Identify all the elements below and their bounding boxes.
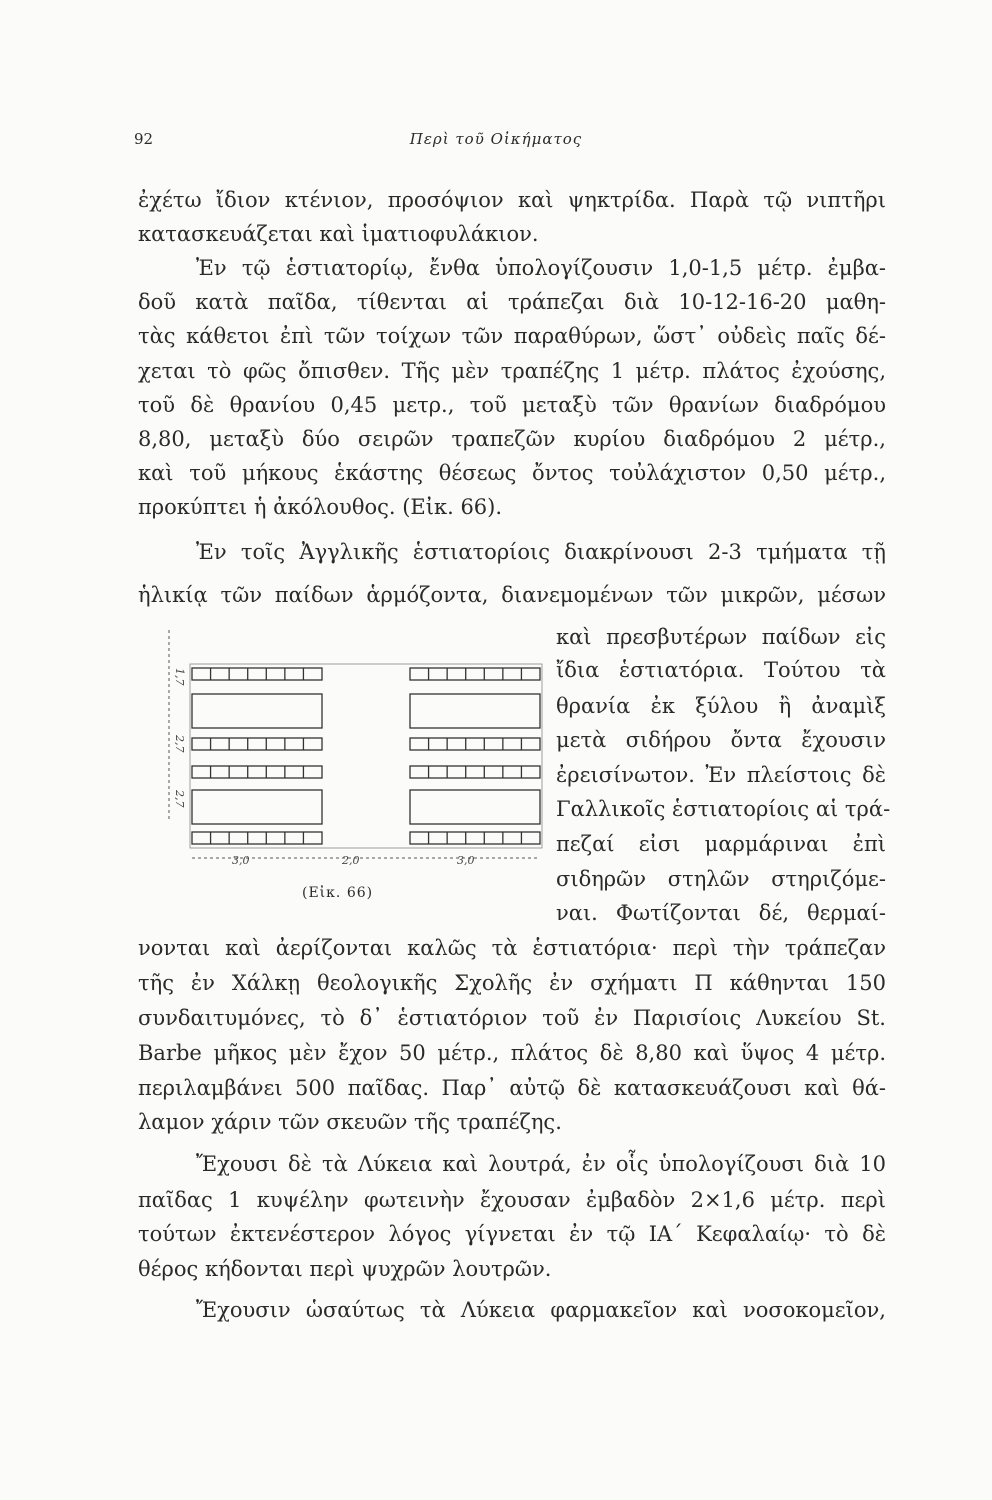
text-line: Barbe μῆκος μὲν ἔχον 50 μέτρ., πλάτος δὲ 8,80 καὶ ὕψος 4 μέτρ. xyxy=(138,1041,886,1065)
text-line: σιδηρῶν στηλῶν στηριζόμε- xyxy=(556,867,886,891)
dim-label: 3,0 xyxy=(232,854,250,867)
text-line: δοῦ κατὰ παῖδα, τίθενται αἱ τράπεζαι διὰ 10-12-16-20 μαθη- xyxy=(138,290,886,314)
text-line: ἡλικίᾳ τῶν παίδων ἁρμόζοντα, διανεμομένων τῶν μικρῶν, μέσων xyxy=(138,583,886,607)
text-line: νονται καὶ ἀερίζονται καλῶς τὰ ἑστιατόρια· περὶ τὴν τράπεζαν xyxy=(138,936,886,960)
text-line: περιλαμβάνει 500 παῖδας. Παρ᾽ αὐτῷ δὲ κατασκευάζουσι καὶ θά- xyxy=(138,1076,886,1100)
text-line: καὶ τοῦ μήκους ἑκάστης θέσεως ὄντος τοὐλάχιστον 0,50 μέτρ., xyxy=(138,461,886,485)
text-line: τὰς κάθετοι ἐπὶ τῶν τοίχων τῶν παραθύρων, ὥστ᾽ οὐδεὶς παῖς δέ- xyxy=(138,324,886,348)
text-line: τούτων ἐκτενέστερον λόγος γίγνεται ἐν τῷ ΙΑ΄ Κεφαλαίῳ· τὸ δὲ xyxy=(138,1222,886,1246)
dim-label: 2,7 xyxy=(173,790,186,808)
dim-label: 1,7 xyxy=(173,668,186,686)
text-line: κατασκευάζεται καὶ ἱματιοφυλάκιον. xyxy=(138,222,539,246)
text-line: Ἐν τῷ ἑστιατορίῳ, ἔνθα ὑπολογίζουσιν 1,0-1,5 μέτρ. ἐμβα- xyxy=(196,256,886,280)
bench xyxy=(410,738,540,750)
running-head: Περὶ τοῦ Οἰκήματος xyxy=(409,130,583,148)
text-line: ναι. Φωτίζονται δέ, θερμαί- xyxy=(556,901,886,925)
text-line: Ἔχουσι δὲ τὰ Λύκεια καὶ λουτρά, ἐν οἷς ὑπολογίζουσι διὰ 10 xyxy=(196,1152,886,1176)
table xyxy=(192,790,322,824)
bench xyxy=(192,738,322,750)
text-line: ἐρεισίνωτον. Ἐν πλείστοις δὲ xyxy=(556,763,886,787)
bench xyxy=(410,766,540,778)
dim-label: 2,0 xyxy=(342,854,360,867)
text-line: θρανία ἐκ ξύλου ἢ ἀναμὶξ xyxy=(556,694,886,718)
text-line: 8,80, μεταξὺ δύο σειρῶν τραπεζῶν κυρίου διαδρόμου 2 μέτρ., xyxy=(138,427,886,451)
bench xyxy=(192,832,322,844)
text-line: λαμον χάριν τῶν σκευῶν τῆς τραπέζης. xyxy=(138,1110,562,1134)
text-line: ἴδια ἑστιατόρια. Τούτου τὰ xyxy=(556,658,886,682)
dim-label: 2,7 xyxy=(173,735,186,753)
table xyxy=(192,694,322,728)
room-outline xyxy=(190,664,542,848)
text-line: Ἔχουσιν ὡσαύτως τὰ Λύκεια φαρμακεῖον καὶ νοσοκομεῖον, xyxy=(196,1298,886,1322)
text-line: τῆς ἐν Χάλκῃ θεολογικῆς Σχολῆς ἐν σχήματι Π κάθηνται 150 xyxy=(138,971,886,995)
dim-label: 3,0 xyxy=(457,854,475,867)
text-line: θέρος κήδονται περὶ ψυχρῶν λουτρῶν. xyxy=(138,1257,552,1281)
bench xyxy=(410,832,540,844)
bench xyxy=(192,668,322,680)
table xyxy=(410,694,540,728)
text-line: χεται τὸ φῶς ὄπισθεν. Τῆς μὲν τραπέζης 1 μέτρ. πλάτος ἐχούσης, xyxy=(138,359,886,383)
figure-caption: (Εἰκ. 66) xyxy=(302,885,374,901)
text-line: πεζαί εἰσι μαρμάριναι ἐπὶ xyxy=(556,832,886,856)
text-line: παῖδας 1 κυψέλην φωτεινὴν ἔχουσαν ἐμβαδὸν 2×1,6 μέτρ. περὶ xyxy=(138,1188,886,1212)
bench xyxy=(410,668,540,680)
table xyxy=(410,790,540,824)
text-line: συνδαιτυμόνες, τὸ δ᾽ ἑστιατόριον τοῦ ἐν Παρισίοις Λυκείου St. xyxy=(138,1006,886,1030)
text-line: τοῦ δὲ θρανίου 0,45 μετρ., τοῦ μεταξὺ τῶν θρανίων διαδρόμου xyxy=(138,393,886,417)
text-line: προκύπτει ἡ ἀκόλουθος. (Εἰκ. 66). xyxy=(138,495,503,519)
text-line: μετὰ σιδήρου ὄντα ἔχουσιν xyxy=(556,728,886,752)
text-line: ἐχέτω ἴδιον κτένιον, προσόψιον καὶ ψηκτρίδα. Παρὰ τῷ νιπτῆρι xyxy=(138,188,886,212)
text-line: Ἐν τοῖς Ἀγγλικῆς ἑστιατορίοις διακρίνουσι 2-3 τμήματα τῇ xyxy=(196,540,886,564)
text-line: Γαλλικοῖς ἑστιατορίοις αἱ τρά- xyxy=(556,797,891,821)
text-line: καὶ πρεσβυτέρων παίδων εἰς xyxy=(556,625,886,649)
page-number: 92 xyxy=(134,130,154,148)
bench xyxy=(192,766,322,778)
